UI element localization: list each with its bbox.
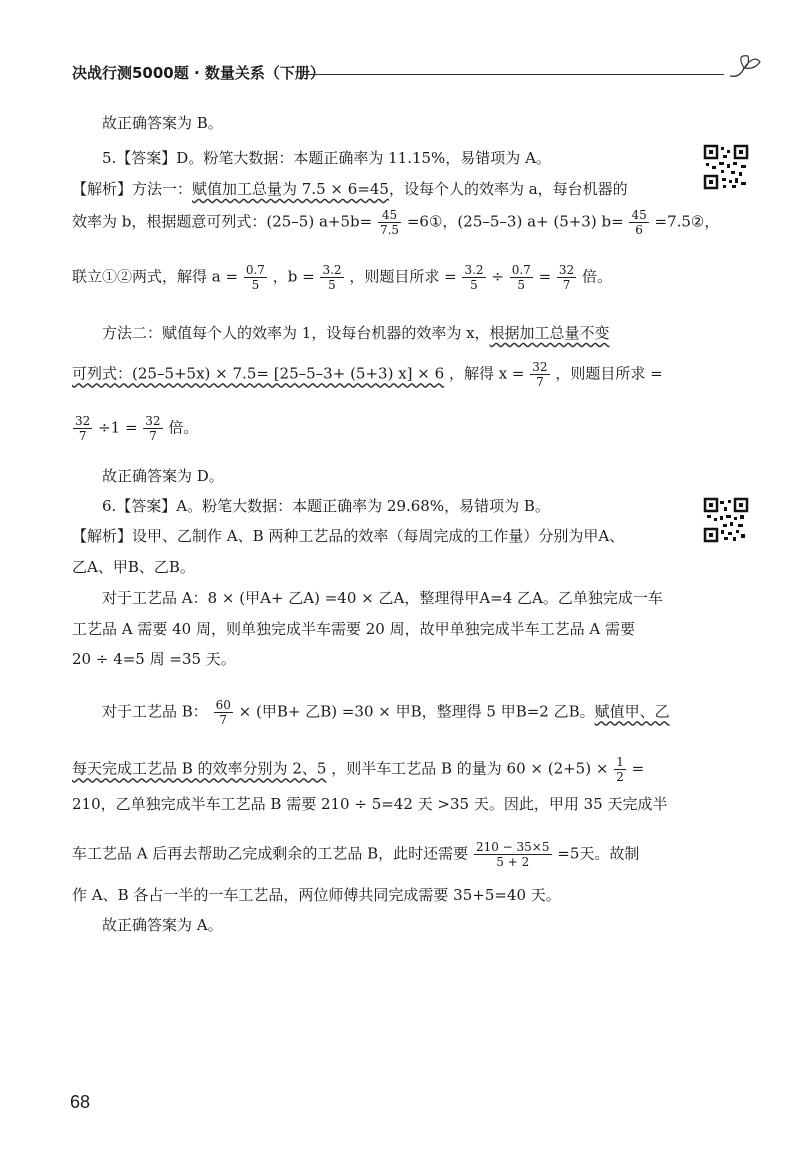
- text-line: 效率为 b，根据题意可列式：(25–5) a+5b= $\frac{45}{7.5}$ =6①，(25–5–3) a+ (5+3) b= $\frac{45}{6}$ =7.5②，: [72, 208, 720, 237]
- text-line: [102, 112, 223, 134]
- qr-code-icon[interactable]: [703, 144, 749, 190]
- fraction: $\frac{210 - 35\times 5}{5 + 2}$: [475, 840, 550, 869]
- text-line: 对于工艺品 A：8 × (甲A+ 乙A) =40 × 乙A，整理得甲A=4 乙A。乙单独完成一车: [102, 589, 663, 607]
- fraction: $\frac{32}{7}$: [558, 263, 575, 292]
- fraction: $\frac{3.2}{5}$: [322, 263, 342, 292]
- text-line: 工艺品 A 需要 40 周，则单独完成半车需要 20 周，故甲单独完成半车工艺品 A 需要: [72, 620, 635, 638]
- text-line: 乙A、甲B、乙B。: [72, 558, 195, 576]
- answer-conclusion: 故正确答案为 B。: [102, 114, 223, 132]
- fraction: $\frac{1}{2}$: [616, 755, 624, 784]
- fraction: $\frac{3.2}{5}$: [464, 263, 484, 292]
- header-rule: [304, 74, 724, 75]
- sprout-icon: [728, 50, 762, 80]
- text-line: 【解析】方法一：赋值加工总量为 7.5 × 6=45，设每个人的效率为 a，每台机器的: [72, 180, 628, 198]
- question-5-answer: 5.【答案】D。粉笔大数据：本题正确率为 11.15%，易错项为 A。: [102, 149, 551, 167]
- text-line: 作 A、B 各占一半的一车工艺品，两位师傅共同完成需要 35+5=40 天。: [72, 886, 561, 904]
- fraction: $\frac{60}{7}$: [215, 698, 231, 727]
- text-line: 车工艺品 A 后再去帮助乙完成剩余的工艺品 B，此时还需要 $\frac{210 - 35\times 5}{5 + 2}$ =5天。故制: [72, 840, 640, 869]
- fraction: $\frac{32}{7}$: [145, 414, 161, 443]
- question-6-answer: 6.【答案】A。粉笔大数据：本题正确率为 29.68%，易错项为 B。: [102, 497, 550, 515]
- running-header: [72, 62, 762, 86]
- fraction: $\frac{45}{6}$: [631, 208, 647, 237]
- fraction: $\frac{0.7}{5}$: [511, 263, 531, 292]
- answer-conclusion: 故正确答案为 A。: [102, 916, 223, 934]
- text-line: 方法二：赋值每个人的效率为 1，设每台机器的效率为 x，根据加工总量不变: [102, 324, 610, 342]
- text-line: 210，乙单独完成半车工艺品 B 需要 210 ÷ 5=42 天 >35 天。因此，甲用 35 天完成半: [72, 795, 668, 813]
- header-title: 决战行测5000题 · 数量关系（下册）: [72, 64, 325, 82]
- page-number: 68: [70, 1092, 91, 1112]
- fraction: $\frac{32}{7}$: [75, 414, 91, 443]
- text-line: 20 ÷ 4=5 周 =35 天。: [72, 650, 236, 668]
- answer-conclusion: 故正确答案为 D。: [102, 467, 224, 485]
- qr-code-icon[interactable]: [703, 497, 749, 543]
- text-line: 联立①②两式，解得 a = $\frac{0.7}{5}$ ，b = $\frac{3.2}{5}$ ，则题目所求 = $\frac{3.2}{5}$ ÷ $\frac{0.7}{5}$ = $\frac{32}{7}$ 倍。: [72, 263, 612, 292]
- fraction: $\frac{45}{7.5}$: [379, 208, 400, 237]
- text-line: 【解析】设甲、乙制作 A、B 两种工艺品的效率（每周完成的工作量）分别为甲A、: [72, 527, 625, 545]
- text-line: 对于工艺品 B： $\frac{60}{7}$ × (甲B+ 乙B) =30 × 甲B，整理得 5 甲B=2 乙B。赋值甲、乙: [102, 698, 670, 727]
- fraction: $\frac{32}{7}$: [532, 360, 548, 389]
- fraction: $\frac{0.7}{5}$: [245, 263, 265, 292]
- text-line: 可列式：(25–5+5x) × 7.5= [25–5–3+ (5+3) x] × 6 ，解得 x = $\frac{32}{7}$ ，则题目所求 =: [72, 360, 663, 389]
- text-line: $\frac{32}{7}$ ÷1 = $\frac{32}{7}$ 倍。: [75, 414, 199, 443]
- text-line: 每天完成工艺品 B 的效率分别为 2、5 ，则半车工艺品 B 的量为 60 × (2+5) × $\frac{1}{2}$ =: [72, 755, 645, 784]
